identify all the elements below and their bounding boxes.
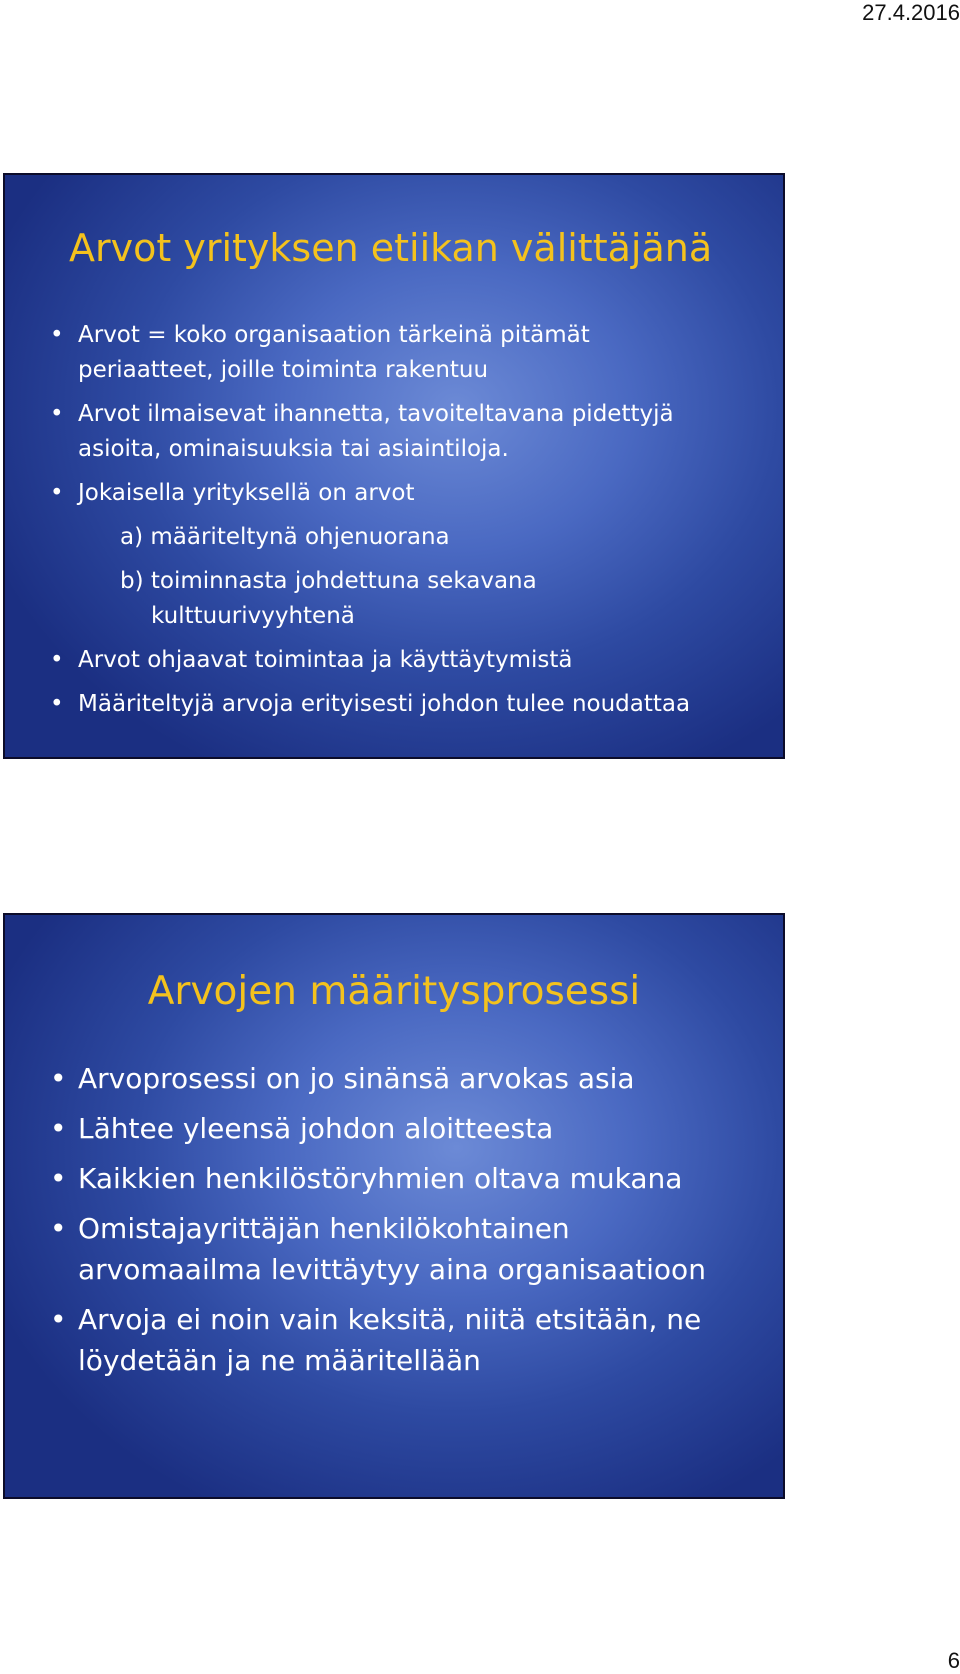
slide-2 bbox=[3, 913, 785, 1499]
sub-item-line: kulttuurivyyhtenä bbox=[151, 603, 355, 629]
bullet-item bbox=[5, 1158, 783, 1199]
bullet-item bbox=[5, 397, 783, 467]
bullet-dot-icon: • bbox=[50, 647, 64, 673]
sub-item bbox=[5, 520, 783, 555]
bullet-line: periaatteet, joille toiminta rakentuu bbox=[78, 357, 489, 383]
bullet-item bbox=[5, 1058, 783, 1099]
bullet-dot-icon: • bbox=[50, 1112, 67, 1145]
page-number: 6 bbox=[947, 1648, 960, 1673]
bullet-line: Jokaisella yrityksellä on arvot bbox=[78, 480, 415, 506]
bullet-dot-icon: • bbox=[50, 1162, 67, 1195]
bullet-dot-icon: • bbox=[50, 1062, 67, 1095]
bullet-line: Arvot ohjaavat toimintaa ja käyttäytymistä bbox=[78, 647, 573, 673]
bullet-line: Arvot ilmaisevat ihannetta, tavoiteltavana pidettyjä bbox=[78, 401, 674, 427]
bullet-line: Omistajayrittäjän henkilökohtainen bbox=[78, 1212, 570, 1245]
bullet-line: Määriteltyjä arvoja erityisesti johdon tulee noudattaa bbox=[78, 691, 691, 717]
slide-1-title: Arvot yrityksen etiikan välittäjänä bbox=[69, 226, 713, 270]
slide-2-bullet-list bbox=[5, 1058, 783, 1390]
bullet-item bbox=[5, 687, 783, 722]
bullet-dot-icon: • bbox=[50, 1303, 67, 1336]
bullet-line: Lähtee yleensä johdon aloitteesta bbox=[78, 1112, 554, 1145]
bullet-item bbox=[5, 643, 783, 678]
bullet-item bbox=[5, 1108, 783, 1149]
bullet-dot-icon: • bbox=[50, 322, 64, 348]
bullet-item bbox=[5, 318, 783, 388]
slide-2-title: Arvojen määritysprosessi bbox=[147, 969, 641, 1014]
bullet-line: arvomaailma levittäytyy aina organisaatioon bbox=[78, 1253, 706, 1286]
bullet-dot-icon: • bbox=[50, 691, 64, 717]
bullet-line: Arvot = koko organisaation tärkeinä pitämät bbox=[78, 322, 590, 348]
bullet-line: Arvoprosessi on jo sinänsä arvokas asia bbox=[78, 1062, 635, 1095]
page-date: 27.4.2016 bbox=[862, 0, 960, 25]
slide-1-bullet-list bbox=[5, 318, 783, 731]
bullet-dot-icon: • bbox=[50, 1212, 67, 1245]
bullet-item bbox=[5, 476, 783, 511]
bullet-dot-icon: • bbox=[50, 401, 64, 427]
bullet-line: asioita, ominaisuuksia tai asiaintiloja. bbox=[78, 436, 509, 462]
bullet-line: Arvoja ei noin vain keksitä, niitä etsitään, ne bbox=[78, 1303, 702, 1336]
bullet-dot-icon: • bbox=[50, 480, 64, 506]
sub-item-line: b) toiminnasta johdettuna sekavana bbox=[120, 568, 537, 594]
bullet-line: löydetään ja ne määritellään bbox=[78, 1344, 481, 1377]
bullet-item bbox=[5, 1299, 783, 1381]
sub-item-line: a) määriteltynä ohjenuorana bbox=[120, 524, 450, 550]
sub-item bbox=[5, 564, 783, 634]
bullet-line: Kaikkien henkilöstöryhmien oltava mukana bbox=[78, 1162, 683, 1195]
bullet-item bbox=[5, 1208, 783, 1290]
slide-1 bbox=[3, 173, 785, 759]
